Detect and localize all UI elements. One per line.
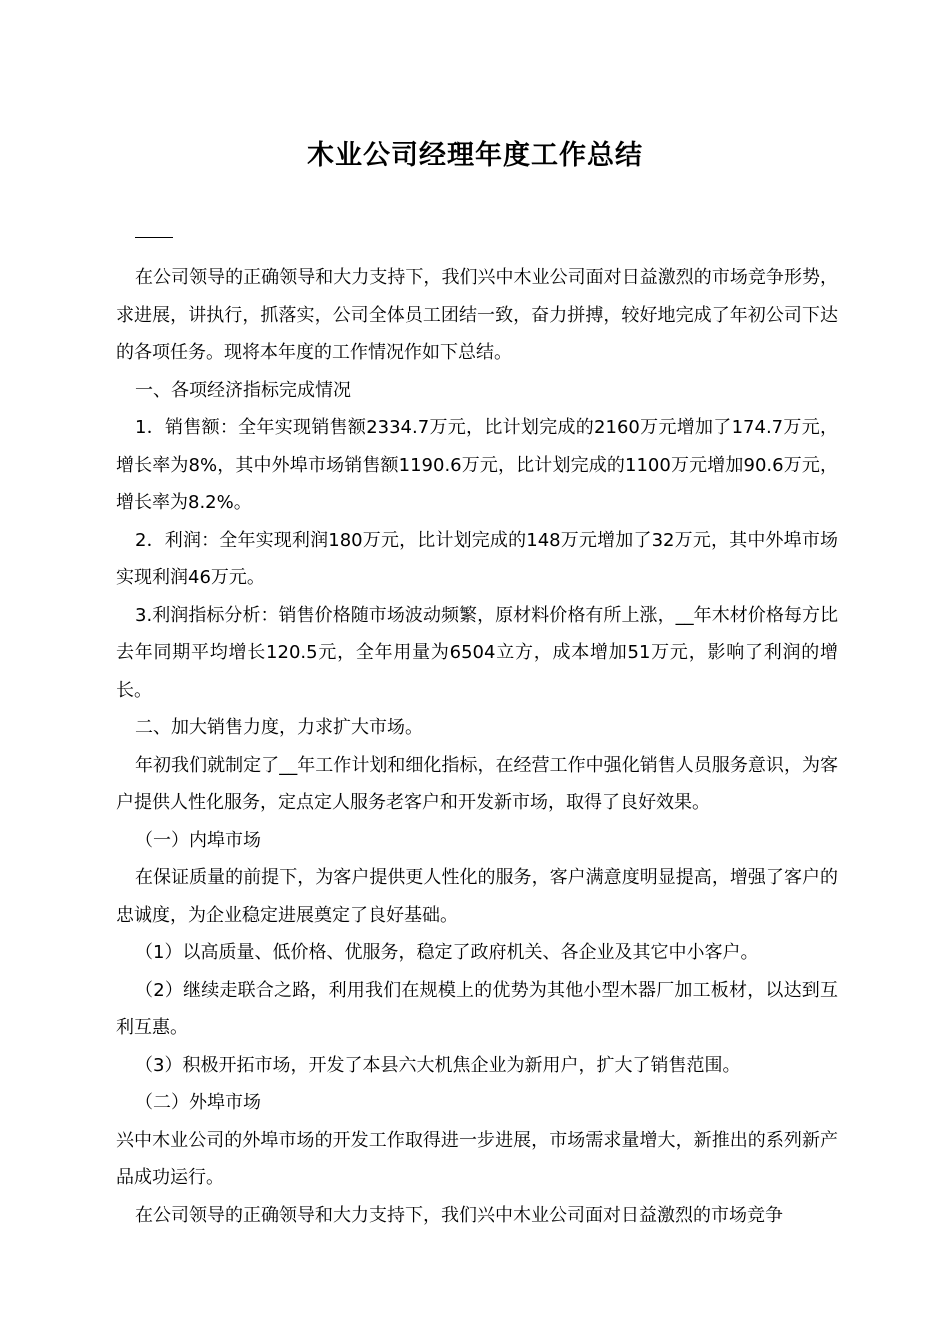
paragraph-profit-analysis: 3.利润指标分析：销售价格随市场波动频繁，原材料价格有所上涨，__年木材价格每方比去年同期平均增长120.5元，全年用量为6504立方，成本增加51万元，影响了利润的增长。 <box>116 604 838 701</box>
paragraph-intro: 在公司领导的正确领导和大力支持下，我们兴中木业公司面对日益激烈的市场竞争形势，求进展，讲执行，抓落实，公司全体员工团结一致，奋力拼搏，较好地完成了年初公司下达的各项任务。现将本年度的工作情况作如下总结。 <box>116 267 838 363</box>
paragraph-repeat: 在公司领导的正确领导和大力支持下，我们兴中木业公司面对日益激烈的市场竞争 <box>135 1204 783 1226</box>
subheading-external-market: （二）外埠市场 <box>135 1092 261 1113</box>
paragraph-plan: 年初我们就制定了__年工作计划和细化指标，在经营工作中强化销售人员服务意识，为客户提供人性化服务，定点定人服务老客户和开发新市场，取得了良好效果。 <box>116 754 838 813</box>
paragraph-sales: 1．销售额：全年实现销售额2334.7万元，比计划完成的2160万元增加了174.7万元，增长率为8%，其中外埠市场销售额1190.6万元，比计划完成的1100万元增加90.6万元，增长率为8.2%。 <box>116 417 838 513</box>
list-item-2: （2）继续走联合之路，利用我们在规模上的优势为其他小型木器厂加工板材，以达到互利互惠。 <box>116 979 838 1038</box>
document-title: 木业公司经理年度工作总结 <box>307 140 643 171</box>
list-item-1: （1）以高质量、低价格、优服务，稳定了政府机关、各企业及其它中小客户。 <box>135 942 759 963</box>
paragraph-domestic: 在保证质量的前提下，为客户提供更人性化的服务，客户满意度明显提高，增强了客户的忠诚度，为企业稳定进展奠定了良好基础。 <box>116 867 838 926</box>
list-item-3: （3）积极开拓市场，开发了本县六大机焦企业为新用户，扩大了销售范围。 <box>135 1054 741 1076</box>
document-body <box>116 259 838 1234</box>
paragraph-external: 兴中木业公司的外埠市场的开发工作取得进一步进展，市场需求量增大，新推出的系列新产品成功运行。 <box>116 1129 838 1188</box>
paragraph-profit: 2．利润：全年实现利润180万元，比计划完成的148万元增加了32万元，其中外埠市场实现利润46万元。 <box>116 529 838 588</box>
section-heading-2: 二、加大销售力度，力求扩大市场。 <box>135 717 423 738</box>
title-underline-rule <box>135 237 173 238</box>
section-heading-1: 一、各项经济指标完成情况 <box>135 379 351 401</box>
subheading-domestic-market: （一）内埠市场 <box>135 829 261 851</box>
